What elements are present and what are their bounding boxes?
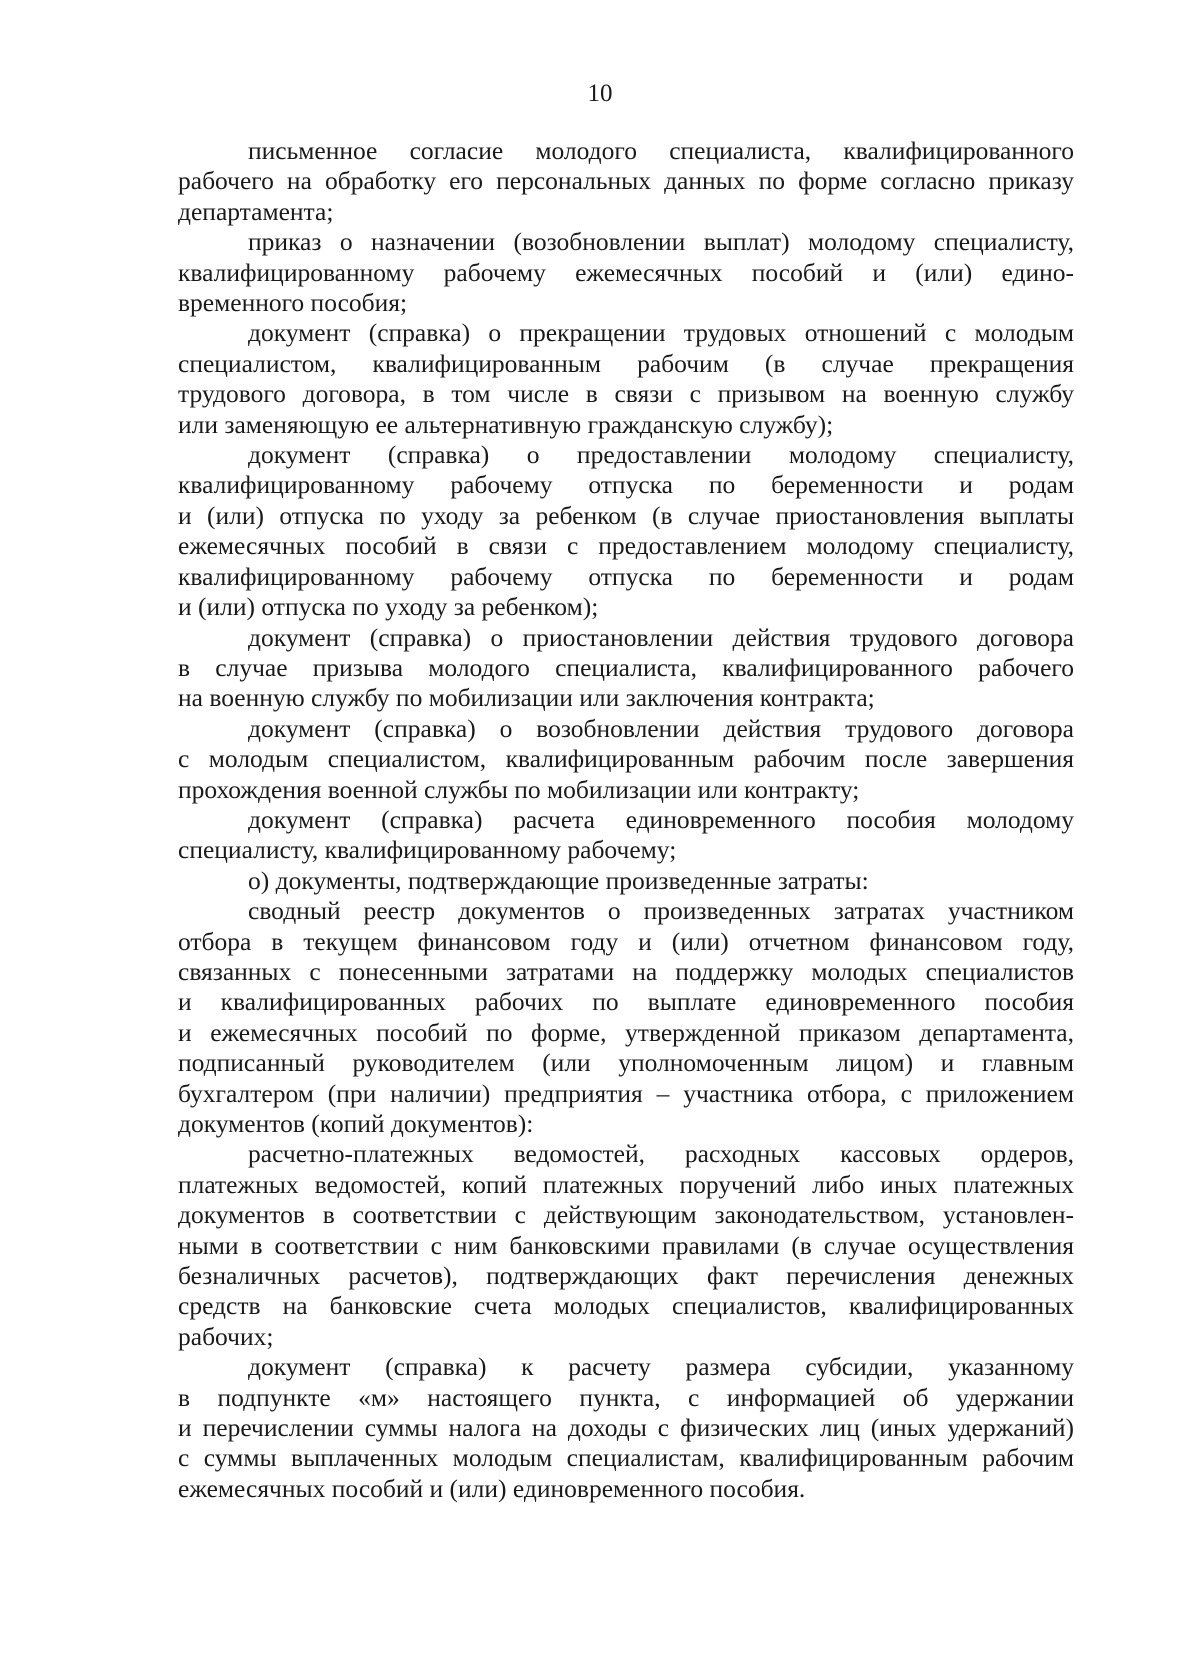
text-line: или заменяющую ее альтернативную гражданскую службу); — [178, 409, 834, 439]
paragraph — [178, 227, 1074, 318]
text-line: документ (справка) о предоставлении молодому специалисту, — [248, 440, 1074, 470]
text-line: ежемесячных пособий в связи с предоставлением молодому специалисту, — [178, 531, 1074, 561]
text-line: трудового договора, в том числе в связи с призывом на военную службу — [178, 379, 1074, 409]
text-line: приказ о назначении (возобновлении выплат) молодому специалисту, — [248, 227, 1074, 257]
text-line: безналичных расчетов), подтверждающих факт перечисления денежных — [178, 1261, 1074, 1291]
text-line: документ (справка) о возобновлении действия трудового договора — [248, 713, 1074, 743]
text-line: квалифицированному рабочему отпуска по беременности и родам — [178, 470, 1074, 500]
text-line: сводный реестр документов о произведенных затратах участником — [248, 896, 1074, 926]
text-line: и ежемесячных пособий по форме, утвержденной приказом департамента, — [178, 1017, 1074, 1047]
paragraph — [178, 440, 1074, 622]
paragraph — [178, 1352, 1074, 1504]
paragraph — [178, 896, 1074, 1139]
text-line: расчетно-платежных ведомостей, расходных кассовых ордеров, — [248, 1139, 1074, 1169]
text-line: на военную службу по мобилизации или заключения контракта; — [178, 683, 875, 713]
text-line: средств на банковские счета молодых специалистов, квалифицированных — [178, 1291, 1074, 1321]
text-line: специалисту, квалифицированному рабочему; — [178, 835, 677, 865]
text-line: документ (справка) расчета единовременного пособия молодому — [248, 804, 1074, 834]
text-line: в подпункте «м» настоящего пункта, с информацией об удержании — [178, 1382, 1074, 1412]
paragraph — [178, 714, 1074, 805]
text-line: прохождения военной службы по мобилизации или контракту; — [178, 774, 860, 804]
text-line: документ (справка) о прекращении трудовых отношений с молодым — [248, 318, 1074, 348]
text-line: ными в соответствии с ним банковскими правилами (в случае осуществления — [178, 1230, 1074, 1260]
paragraph — [178, 805, 1074, 866]
text-line: отбора в текущем финансовом году и (или) отчетном финансовом году, — [178, 926, 1074, 956]
text-line: и перечислении суммы налога на доходы с физических лиц (иных удержаний) — [178, 1413, 1074, 1443]
text-line: и (или) отпуска по уходу за ребенком); — [178, 592, 599, 622]
text-line: с суммы выплаченных молодым специалистам, квалифицированным рабочим — [178, 1443, 1074, 1473]
text-line: документов (копий документов): — [178, 1109, 534, 1138]
text-line: документ (справка) о приостановлении действия трудового договора — [248, 622, 1074, 652]
text-line: специалистом, квалифицированным рабочим (в случае прекращения — [178, 348, 1074, 378]
text-line: документов в соответствии с действующим законодательством, установлен- — [178, 1200, 1074, 1230]
text-line: подписанный руководителем (или уполномоченным лицом) и главным — [178, 1048, 1074, 1078]
page-number: 10 — [587, 80, 613, 107]
text-line: квалифицированному рабочему отпуска по беременности и родам — [178, 561, 1074, 591]
text-line: связанных с понесенными затратами на поддержку молодых специалистов — [178, 956, 1074, 986]
text-line: ежемесячных пособий и (или) единовременного пособия. — [178, 1473, 806, 1503]
text-line: квалифицированному рабочему ежемесячных пособий и (или) едино- — [178, 257, 1074, 287]
paragraph — [178, 623, 1074, 714]
text-line: и (или) отпуска по уходу за ребенком (в случае приостановления выплаты — [178, 500, 1074, 530]
paragraph — [178, 866, 1074, 896]
text-line: департамента; — [178, 196, 334, 226]
text-line: документ (справка) к расчету размера субсидии, указанному — [248, 1352, 1074, 1382]
text-line: и квалифицированных рабочих по выплате единовременного пособия — [178, 987, 1074, 1017]
text-line: письменное согласие молодого специалиста, квалифицированного — [248, 136, 1074, 165]
paragraph — [178, 318, 1074, 440]
paragraph — [178, 136, 1074, 227]
paragraph — [178, 1139, 1074, 1352]
text-line: с молодым специалистом, квалифицированным рабочим после завершения — [178, 744, 1074, 774]
text-line: рабочего на обработку его персональных данных по форме согласно приказу — [178, 166, 1074, 196]
text-line: рабочих; — [178, 1321, 274, 1351]
document-body — [178, 136, 1074, 1504]
text-line: бухгалтером (при наличии) предприятия – участника отбора, с приложением — [178, 1078, 1074, 1108]
text-line: временного пособия; — [178, 288, 408, 318]
text-line: в случае призыва молодого специалиста, квалифицированного рабочего — [178, 652, 1074, 682]
text-line: о) документы, подтверждающие произведенные затраты: — [248, 865, 869, 895]
text-line: платежных ведомостей, копий платежных поручений либо иных платежных — [178, 1169, 1074, 1199]
